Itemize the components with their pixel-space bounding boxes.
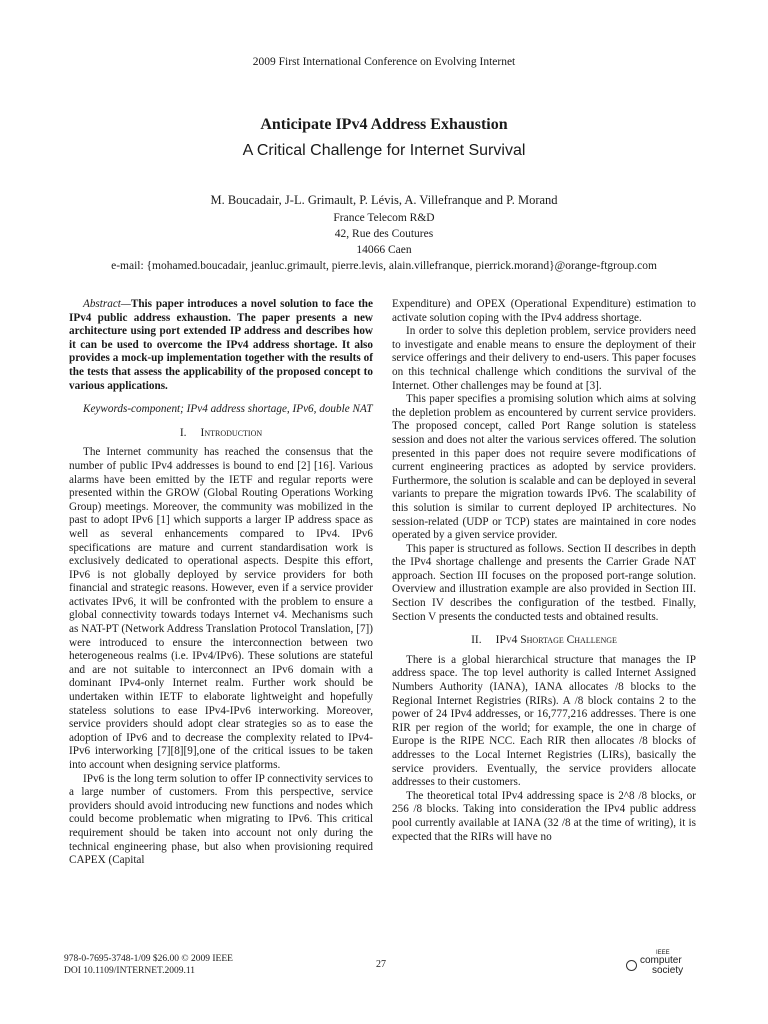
- paper-subtitle: A Critical Challenge for Internet Survival: [242, 142, 526, 159]
- affiliation-city: 14066 Caen: [356, 244, 412, 256]
- paragraph: The theoretical total IPv4 addressing space is 2^8 /8 blocks, or 256 /8 blocks. Taking into consideration the IPv4 public address pool currently available at IANA (32 /8 at the time of writing), it is expected that the RIRs will have no: [392, 789, 696, 843]
- section-title: IPv4 Shortage Challenge: [495, 634, 617, 647]
- paragraph: In order to solve this depletion problem, service providers need to investigate and enable means to ensure the deployment of their service offerings and their delivery to end-users. This paper focuses on this technical challenge which conditions the survival of the Internet. Other challenges may be found at [3].: [392, 325, 696, 392]
- footer-copyright: [64, 953, 233, 977]
- author-list: M. Boucadair, J-L. Grimault, P. Lévis, A. Villefranque and P. Morand: [210, 193, 558, 207]
- section-heading-introduction: [69, 427, 373, 441]
- paragraph: There is a global hierarchical structure that manages the IP address space. The top level authority is called Internet Assigned Numbers Authority (IANA), IANA allocates /8 blocks to the Regional Internet Registries (RIRs). A /8 block contains 2 to the power of 24 IPv4 addresses, or 16,777,216 addresses. There is one RIR per region of the world; for example, the one in charge of Europe is the RIPE NCC. Each RIR then allocates /8 blocks of addresses to the Local Internet Registries (LIRs), basically the service providers. Eventually, the service providers allocate addresses to their customers.: [392, 653, 696, 789]
- logo-society-text: society: [652, 965, 684, 976]
- footer-isbn: 978-0-7695-3748-1/09 $26.00 © 2009 IEEE: [64, 954, 233, 964]
- affiliation-street: 42, Rue des Coutures: [334, 228, 434, 240]
- section-heading-ipv4-shortage: [392, 634, 696, 648]
- abstract-body: This paper introduces a novel solution to face the IPv4 public address exhaustion. The paper presents a new architecture using port extended IP address and describes how it can be used to overcome the IPv4 address shortage. It also provides a mock-up implementation together with the results of the tests that assess the applicability of the proposed concept to various applications.: [69, 298, 373, 392]
- section-number: II.: [471, 634, 482, 647]
- abstract-lead: Abstract—: [83, 298, 131, 310]
- paragraph: This paper specifies a promising solution which aims at solving the depletion problem as encountered by current service providers. The proposed concept, called Port Range solution is stateless session and does not alter the various services offered. The solution presented in this paper does not require severe modifications of current engineering practices as adopted by service providers. Furthermore, the solution is scalable and can be deployed in several variants to prepare the migration towards IPv6. The scalability of this solution is similar to current deployed IP architectures. No session-related (UDP or TCP) states are maintained in core nodes operated by a given service provider.: [392, 393, 696, 542]
- page-number: 27: [376, 959, 386, 970]
- keywords: Keywords-component; IPv4 address shortage, IPv6, double NAT: [83, 403, 373, 416]
- affiliation-email: e-mail: {mohamed.boucadair, jeanluc.grimault, pierre.levis, alain.villefranque, pierrick.morand}@orange-ftgroup.com: [111, 260, 657, 272]
- computer-society-logo: [626, 950, 696, 980]
- logo-circle-icon: [626, 960, 637, 971]
- section-number: I.: [179, 426, 187, 439]
- logo-computer-text: computer: [640, 955, 682, 966]
- affiliation-org: France Telecom R&D: [333, 212, 435, 224]
- affiliation-block: [0, 210, 768, 274]
- footer-doi: DOI 10.1109/INTERNET.2009.11: [64, 966, 196, 976]
- abstract: [69, 298, 373, 393]
- paragraph: IPv6 is the long term solution to offer IP connectivity services to a large number of customers. From this perspective, service providers should avoid introducing new functions and nodes which could become problematic when migrating to IPv6. This critical requirement should be taken into account not only during the technical engineering phase, but also when provisioning required CAPEX (Capital: [69, 772, 373, 867]
- conference-header: 2009 First International Conference on Evolving Internet: [252, 56, 516, 68]
- left-column: [69, 298, 373, 868]
- section-title: Introduction: [200, 426, 263, 439]
- paragraph: This paper is structured as follows. Section II describes in depth the IPv4 shortage challenge and presents the Carrier Grade NAT approach. Section III focuses on the proposed port-range solution. Overview and illustration example are also provided in Section III. Section IV describes the configuration of the testbed. Finally, Section V presents the conducted tests and obtained results.: [392, 542, 696, 623]
- right-column: [392, 298, 696, 844]
- logo-ieee-text: IEEE: [656, 950, 670, 956]
- paragraph: Expenditure) and OPEX (Operational Expenditure) estimation to activate solution coping with the IPv4 address shortage.: [392, 298, 696, 324]
- paper-title: Anticipate IPv4 Address Exhaustion: [260, 116, 508, 133]
- paragraph: The Internet community has reached the consensus that the number of public IPv4 addresses is bound to end [2] [16]. Various alarms have been emitted by the IETF and regular reports were presented within the GROW (Global Routing Operations Working Group) meetings. Moreover, the community was mobilized in the past to adopt IPv6 [1] which supports a larger IP address space as well as several enhancements compared to IPv4. IPv6 specifications are mature and current standardisation work is exclusively dedicated to operational aspects. Despite this effort, IPv6 is not globally deployed by service providers for both financial and strategic reasons. However, even if a service provider activates IPv6, it will be confronted with the problem to ensure a global connectivity towards todays Internet v4. Mechanisms such as NAT-PT (Network Address Translation Protocol Translation, [7]) were introduced to ensure the interconnection between two heterogeneous realms (i.e. IPv4/IPv6). These solutions are stateful and are not suitable to interconnect an IPv6 domain with a dominant IPv4-only Internet realm. Further work should be undertaken within IETF to elaborate lightweight and hopefully stateless solutions to ease IPv4-IPv6 interworking. Moreover, service providers should adopt clear strategies so as to ease the adoption of IPv6 and to decrease the complexity related to IPv4-IPv6 interworking [7][8][9],one of the critical issues to be taken into account when designing service platforms.: [69, 446, 373, 771]
